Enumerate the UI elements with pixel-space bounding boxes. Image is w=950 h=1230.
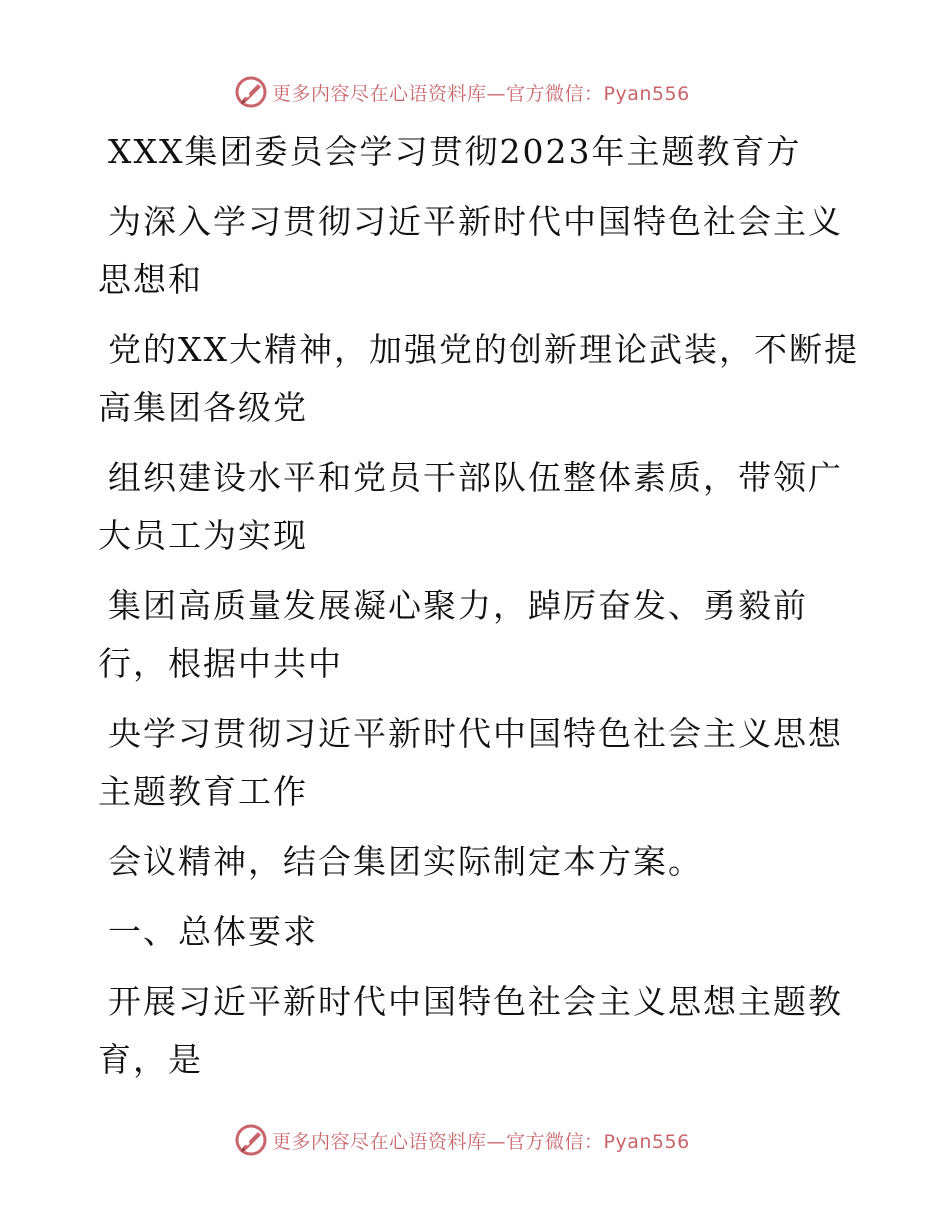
paragraph-line: 行，根据中共中 [98,644,343,683]
paragraph [98,321,858,437]
paragraph [98,577,858,693]
footer-watermark-banner [234,1120,690,1160]
paragraph-line: 党的XX大精神，加强党的创新理论武装，不断提 [108,330,859,369]
paragraph [98,973,858,1089]
paragraph-line: 育，是 [98,1040,203,1079]
paragraph-line: 开展习近平新时代中国特色社会主义思想主题教 [108,982,843,1021]
section-heading [98,903,858,961]
pen-circle-logo-icon [234,1123,268,1157]
paragraph [98,449,858,565]
header-watermark-banner [234,72,690,112]
paragraph [98,705,858,821]
paragraph-line: 集团高质量发展凝心聚力，踔厉奋发、勇毅前 [108,586,808,625]
paragraph-line: 一、总体要求 [108,912,318,951]
header-watermark-text: 更多内容尽在心语资料库—官方微信：Pyan556 [272,82,690,105]
paragraph [98,123,858,181]
paragraph-line: 思想和 [98,260,203,299]
paragraph-line: 会议精神，结合集团实际制定本方案。 [108,842,703,881]
paragraph-line: 央学习贯彻习近平新时代中国特色社会主义思想 [108,714,843,753]
paragraph [98,833,858,891]
paragraph-line: 主题教育工作 [98,772,308,811]
paragraph-line: 组织建设水平和党员干部队伍整体素质，带领广 [108,458,843,497]
paragraph-line: 大员工为实现 [98,516,308,555]
paragraph-line: 为深入学习贯彻习近平新时代中国特色社会主义 [108,202,843,241]
paragraph-line: 高集团各级党 [98,388,308,427]
pen-circle-logo-icon [234,75,268,109]
document-body [98,123,858,1089]
footer-watermark-text: 更多内容尽在心语资料库—官方微信：Pyan556 [272,1130,690,1153]
paragraph-line: XXX集团委员会学习贯彻2023年主题教育方 [108,132,802,171]
paragraph [98,193,858,309]
